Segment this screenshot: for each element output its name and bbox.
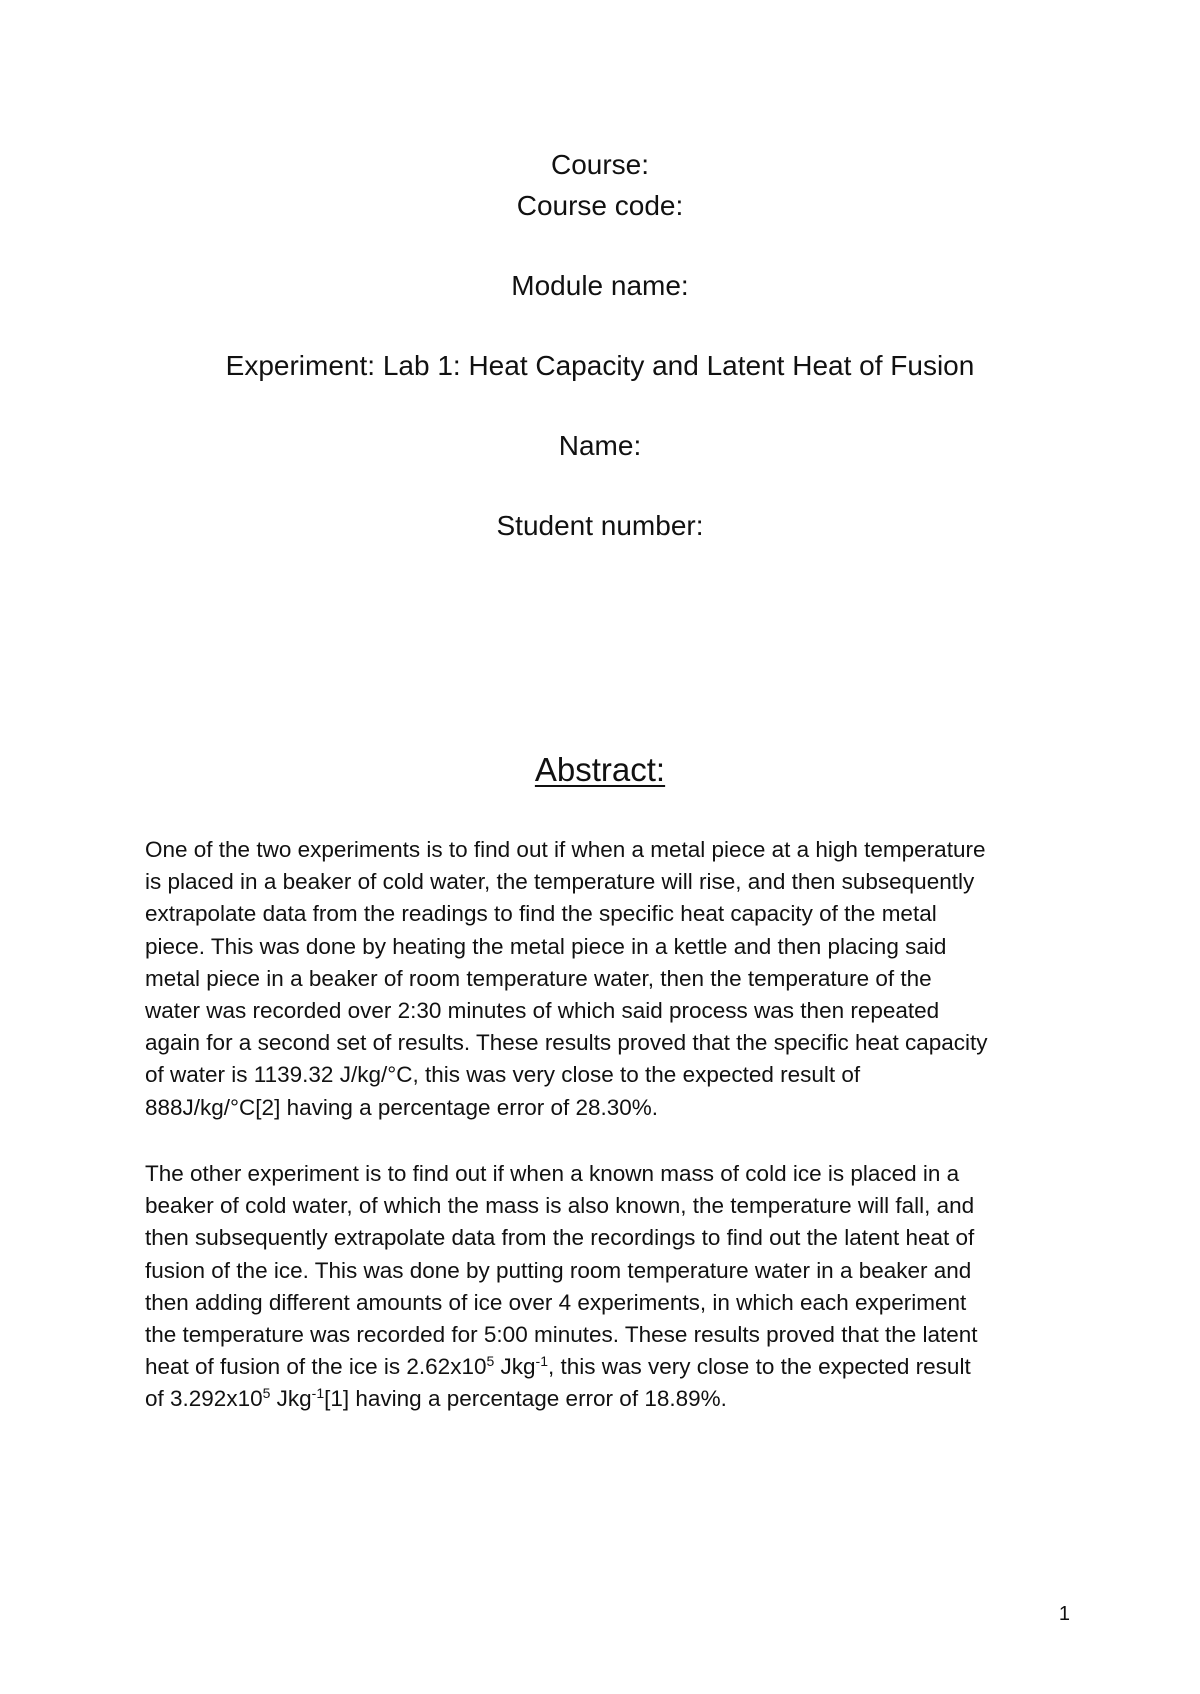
paragraph-line: 888J/kg/°C[2] having a percentage error of 28.30%.: [145, 1094, 659, 1120]
paragraph-line: again for a second set of results. These results proved that the specific heat capacity: [145, 1030, 988, 1056]
paragraph-line: then adding different amounts of ice over 4 experiments, in which each experiment: [145, 1289, 967, 1315]
text-run: [1] having a percentage error of 18.89%.: [324, 1386, 727, 1412]
paragraph-line: then subsequently extrapolate data from the recordings to find out the latent heat of: [145, 1225, 975, 1251]
name-label: Name:: [558, 430, 642, 461]
paragraph-line: of water is 1139.32 J/kg/°C, this was very close to the expected result of: [145, 1062, 861, 1088]
superscript: 5: [486, 1353, 495, 1370]
paragraph-line-expected-result: [145, 1383, 1080, 1415]
student-number-label: Student number:: [496, 510, 704, 541]
abstract-paragraph-2: [145, 1158, 1080, 1416]
text-run: Jkg: [270, 1386, 312, 1412]
paragraph-line-latent-heat: [145, 1351, 1080, 1383]
superscript: 5: [262, 1385, 271, 1402]
paragraph-line: is placed in a beaker of cold water, the temperature will rise, and then subsequently: [145, 869, 975, 895]
text-run: of 3.292x10: [145, 1386, 263, 1412]
text-run: Jkg: [494, 1354, 536, 1380]
paragraph-line: piece. This was done by heating the metal piece in a kettle and then placing said: [145, 933, 947, 959]
superscript: -1: [311, 1385, 325, 1402]
superscript: -1: [535, 1353, 548, 1370]
abstract-paragraph-1: [145, 834, 1080, 1124]
experiment-title: Experiment: Lab 1: Heat Capacity and Latent Heat of Fusion: [225, 350, 975, 381]
paragraph-line: beaker of cold water, of which the mass is also known, the temperature will fall, and: [145, 1193, 975, 1219]
paragraph-line: One of the two experiments is to find out if when a metal piece at a high temperature: [145, 837, 986, 862]
text-run: , this was very close to the expected result: [548, 1354, 971, 1380]
module-name-label: Module name:: [511, 270, 689, 301]
paragraph-line: The other experiment is to find out if when a known mass of cold ice is placed in a: [145, 1161, 960, 1186]
paragraph-line: metal piece in a beaker of room temperature water, then the temperature of the: [145, 965, 932, 991]
course-code-label: Course code:: [516, 190, 684, 221]
paragraph-line: water was recorded over 2:30 minutes of which said process was then repeated: [145, 998, 940, 1024]
abstract-heading: Abstract:: [534, 751, 666, 788]
paragraph-line: fusion of the ice. This was done by putting room temperature water in a beaker and: [145, 1257, 972, 1283]
page-number: 1: [1058, 1603, 1070, 1625]
paragraph-line: extrapolate data from the readings to find the specific heat capacity of the metal: [145, 901, 937, 927]
text-run: heat of fusion of the ice is 2.62x10: [145, 1354, 487, 1380]
paragraph-line: the temperature was recorded for 5:00 minutes. These results proved that the latent: [145, 1322, 978, 1348]
course-label: Course:: [550, 149, 650, 180]
